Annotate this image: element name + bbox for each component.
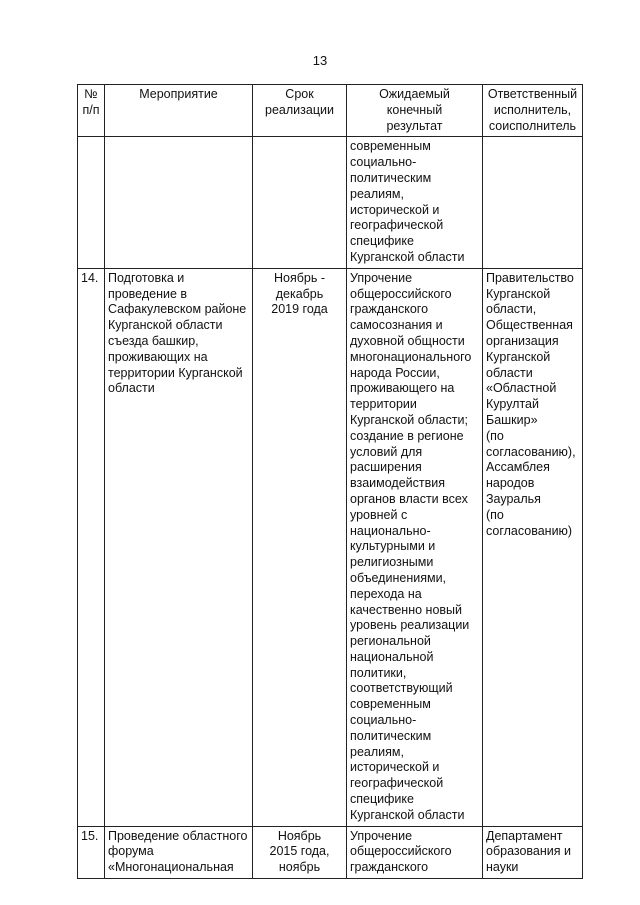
table-header-row — [78, 85, 583, 137]
cell-period: Ноябрь - декабрь 2019 года — [253, 268, 347, 826]
cell-num — [78, 137, 105, 268]
table-row — [78, 137, 583, 268]
cell-period: Ноябрь 2015 года, ноябрь — [253, 826, 347, 878]
table-row — [78, 268, 583, 826]
header-responsible: Ответственный исполнитель, соисполнитель — [483, 85, 583, 137]
cell-event — [105, 137, 253, 268]
cell-num: 15. — [78, 826, 105, 878]
page-number: 13 — [312, 53, 328, 68]
cell-result: Упрочение общероссийского гражданского — [347, 826, 483, 878]
header-result: Ожидаемый конечный результат — [347, 85, 483, 137]
cell-event: Проведение областного форума «Многонациональная — [105, 826, 253, 878]
cell-result: современным социально- политическим реалиям, исторической и географической специфике Курганской области — [347, 137, 483, 268]
cell-period — [253, 137, 347, 268]
table-row — [78, 826, 583, 878]
header-period: Срок реализации — [253, 85, 347, 137]
cell-event: Подготовка и проведение в Сафакулевском районе Курганской области съезда башкир, проживающих на территории Курганской области — [105, 268, 253, 826]
cell-responsible: Департамент образования и науки — [483, 826, 583, 878]
header-event: Мероприятие — [105, 85, 253, 137]
cell-responsible: Правительство Курганской области, Общественная организация Курганской области «Областной Курултай Башкир» (по согласованию), Ассамблея народов Зауралья (по согласованию) — [483, 268, 583, 826]
header-num: № п/п — [78, 85, 105, 137]
cell-result: Упрочение общероссийского гражданского самосознания и духовной общности многонационального народа России, проживающего на территории Курганской области; создание в регионе условий для расширения взаимодействия органов власти всех уровней с национально- культурными и религиозными объединениями, перехода на качественно новый уровень реализации региональной национальной политики, соответствующий современным социально- политическим реалиям, исторической и географической специфике Курганской области — [347, 268, 483, 826]
cell-responsible — [483, 137, 583, 268]
cell-num: 14. — [78, 268, 105, 826]
events-table — [77, 84, 583, 879]
